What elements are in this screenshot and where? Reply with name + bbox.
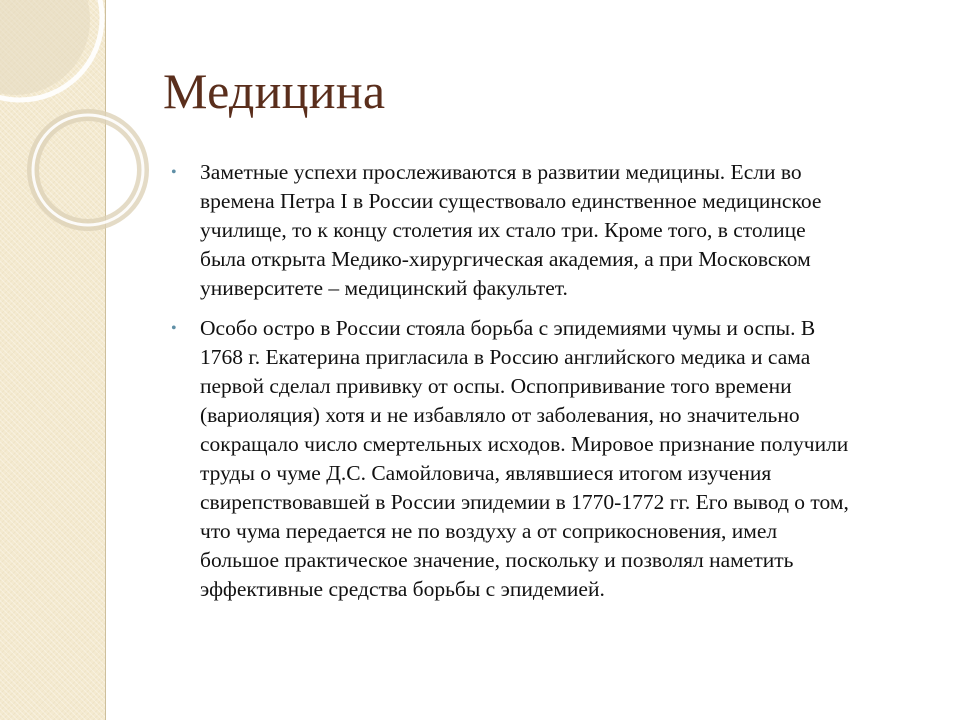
bullet-text: Особо остро в России стояла борьба с эпидемиями чумы и оспы. В 1768 г. Екатерина пригласила в Россию английского медика и сама первой сделал прививку от оспы. Оспопрививание того времени (вариоляция) хотя и не избавляло от заболевания, но значительно сокращало число смертельных исходов. Мировое признание получили труды о чуме Д.С. Самойловича, являвшиеся итогом изучения свирепствовавшей в России эпидемии в 1770-1772 гг. Его вывод о том, что чума передается не по воздуху а от соприкосновения, имел большое практическое значение, поскольку и позволял наметить эффективные средства борьбы с эпидемией. xyxy=(200,316,849,601)
slide-title: Медицина xyxy=(163,63,386,119)
bullet-icon: • xyxy=(171,320,177,337)
list-item xyxy=(171,158,935,303)
list-item xyxy=(171,314,935,604)
decorative-rings xyxy=(0,0,140,260)
bullet-list xyxy=(171,158,935,615)
bullet-icon: • xyxy=(171,164,177,181)
bullet-text: Заметные успехи прослеживаются в развитии медицины. Если во времена Петра I в России существовало единственное медицинское училище, то к концу столетия их стало три. Кроме того, в столице была открыта Медико-хирургическая академия, а при Московском университете – медицинский факультет. xyxy=(200,160,822,300)
